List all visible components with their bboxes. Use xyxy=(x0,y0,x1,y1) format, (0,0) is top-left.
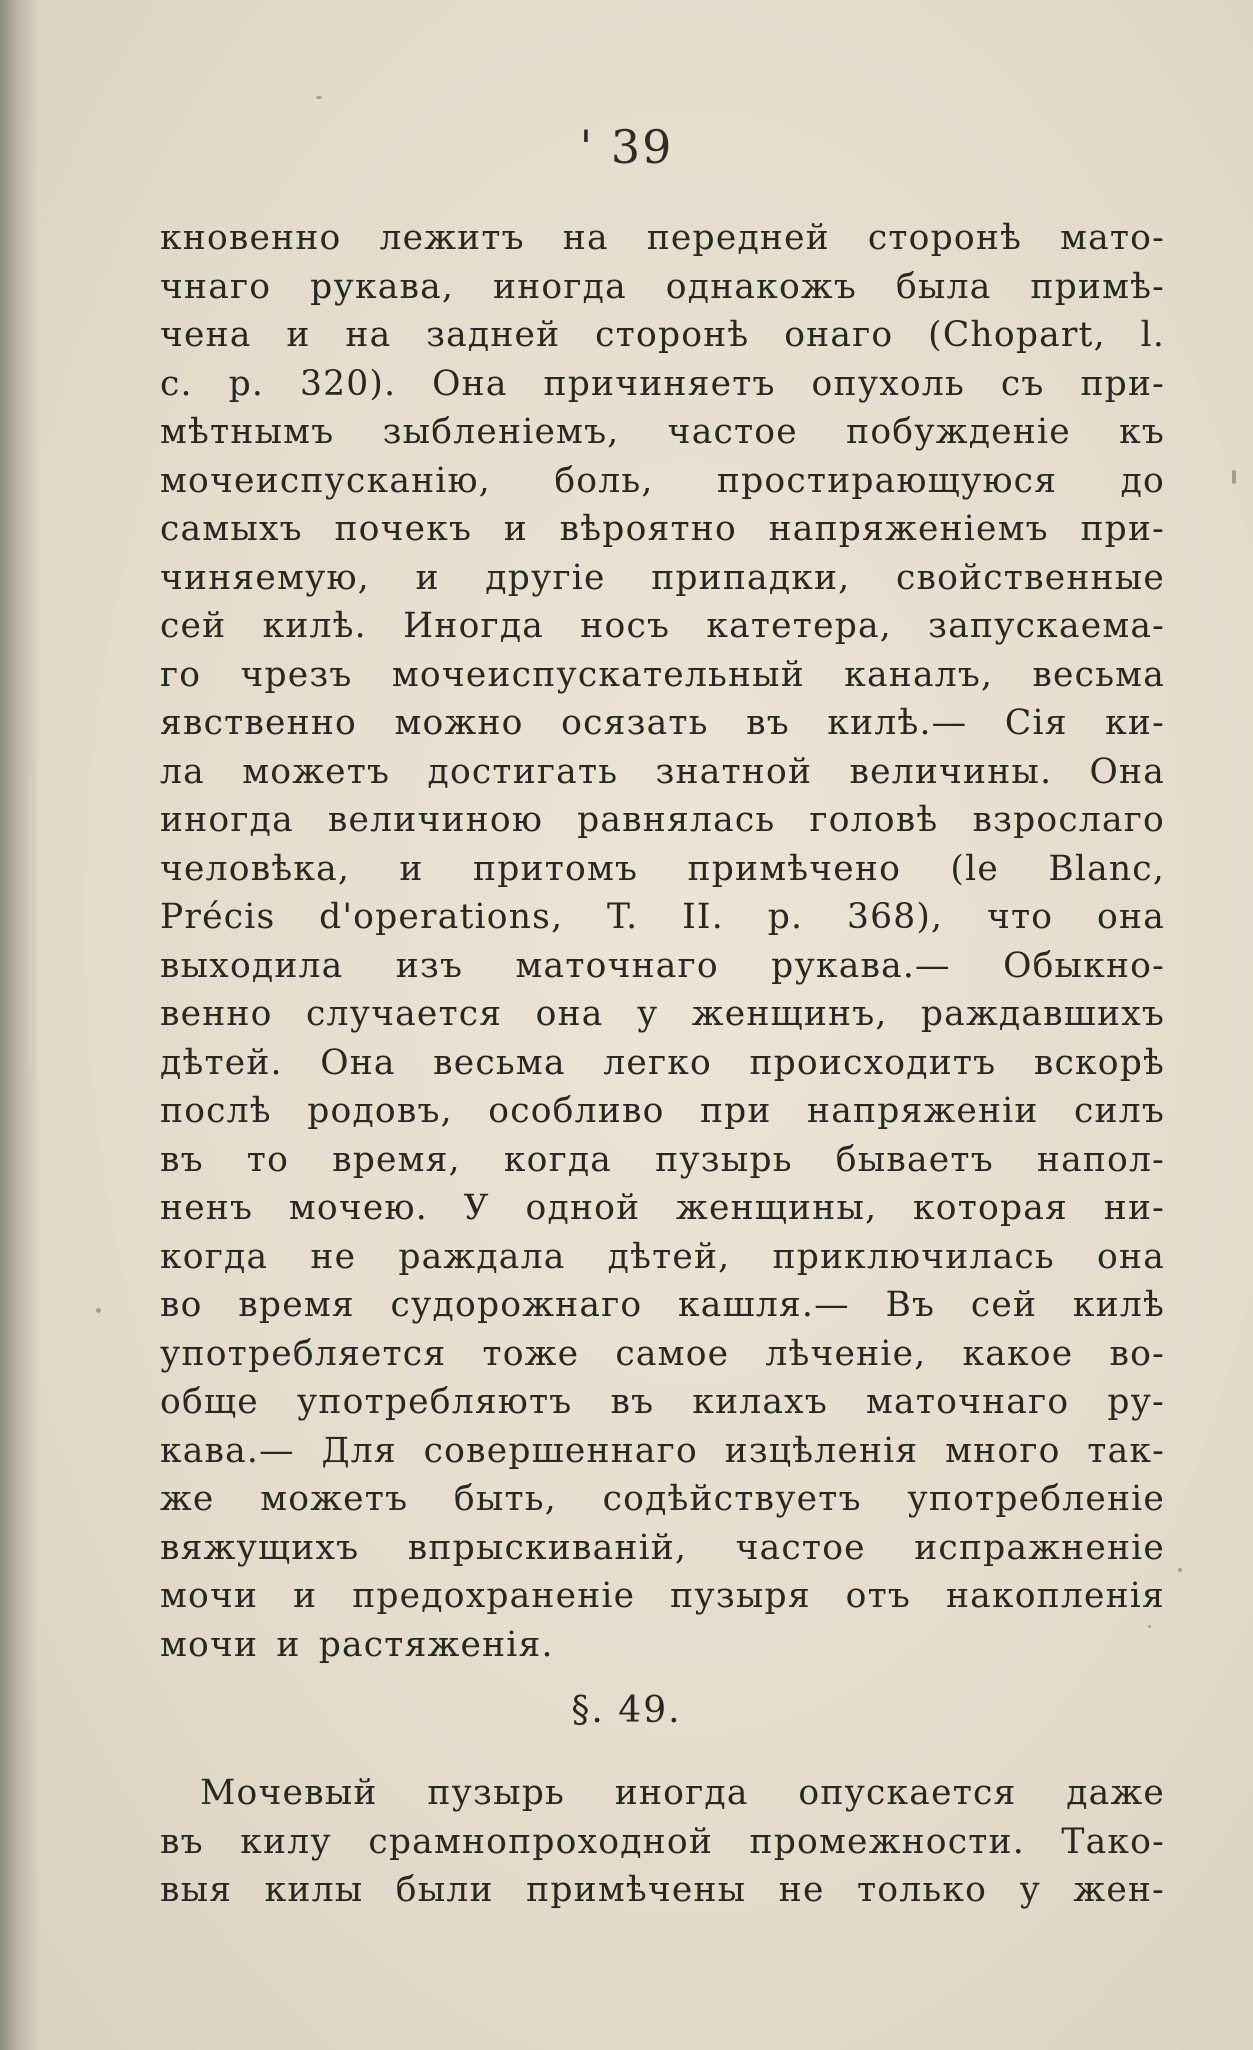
binding-shadow xyxy=(0,0,40,2050)
paper-speck xyxy=(1148,1625,1151,1628)
text-line: дѣтей. Она весьма легко происходитъ вскорѣ xyxy=(160,1042,1165,1083)
text-line: употребляется тоже самое лѣченіе, какое во- xyxy=(160,1333,1165,1374)
text-line: чена и на задней сторонѣ онаго (Chopart, l. xyxy=(160,315,1165,355)
text-line: Мочевый пузырь иногда опускается даже xyxy=(200,1773,1165,1813)
text-line: же можетъ быть, содѣйствуетъ употребленіе xyxy=(160,1479,1165,1519)
text-line: иногда величиною равнялась головѣ взрослаго xyxy=(160,800,1165,840)
text-line: го чрезъ мочеиспускательный каналъ, весьма xyxy=(160,654,1165,695)
section-heading: §. 49. xyxy=(571,1690,682,1731)
text-line: сей килѣ. Иногда носъ катетера, запускаема- xyxy=(160,606,1165,646)
text-line: во время судорожнаго кашля.— Въ сей килѣ xyxy=(160,1285,1165,1325)
paper-speck xyxy=(1178,1568,1182,1572)
text-line: мочеиспусканію, боль, простирающуюся до xyxy=(160,460,1165,501)
text-line: когда не раждала дѣтей, приключилась она xyxy=(160,1236,1165,1277)
text-line: послѣ родовъ, особливо при напряженіи силъ xyxy=(160,1091,1165,1131)
text-line: кновенно лежитъ на передней сторонѣ мато- xyxy=(160,218,1165,258)
text-line: мѣтнымъ зыбленіемъ, частое побужденіе къ xyxy=(160,412,1165,452)
text-line: кава.— Для совершеннаго изцѣленія много так- xyxy=(160,1430,1165,1471)
paper-speck xyxy=(1232,470,1236,484)
page-number: ' 39 xyxy=(579,120,674,174)
text-line: выходила изъ маточнаго рукава.— Обыкно- xyxy=(160,945,1165,986)
text-line: въ килу срамнопроходной промежности. Тако- xyxy=(160,1821,1165,1862)
text-line: явственно можно осязать въ килѣ.— Сія ки- xyxy=(160,703,1165,743)
text-line: чнаго рукава, иногда однакожъ была примѣ- xyxy=(160,266,1165,307)
paper-speck xyxy=(316,96,322,99)
text-line: чиняемую, и другіе припадки, свойственные xyxy=(160,557,1165,598)
text-line: вяжущихъ впрыскиваній, частое испражненіе xyxy=(160,1527,1165,1568)
text-line: Précis d'operations, T. II. p. 368), что она xyxy=(160,897,1165,937)
paragraph-2 xyxy=(160,1769,1165,1915)
text-line: мочи и предохраненіе пузыря отъ накопленія xyxy=(160,1576,1165,1616)
text-line: обще употребляютъ въ килахъ маточнаго ру- xyxy=(160,1382,1165,1422)
text-line: венно случается она у женщинъ, раждавшихъ xyxy=(160,994,1165,1034)
text-line: выя килы были примѣчены не только у жен- xyxy=(160,1870,1165,1910)
text-line: c. p. 320). Она причиняетъ опухоль съ при- xyxy=(160,363,1165,404)
text-line: ненъ мочею. У одной женщины, которая ни- xyxy=(160,1188,1165,1228)
paper-speck xyxy=(96,1308,101,1313)
text-line: мочи и растяженія. xyxy=(160,1624,554,1665)
paragraph-1 xyxy=(160,214,1165,1669)
text-line: въ то время, когда пузырь бываетъ напол- xyxy=(160,1139,1165,1180)
text-line: самыхъ почекъ и вѣроятно напряженіемъ при- xyxy=(160,509,1165,549)
text-line: ла можетъ достигать знатной величины. Она xyxy=(160,751,1165,792)
text-line: человѣка, и притомъ примѣчено (le Blanc, xyxy=(160,848,1165,889)
